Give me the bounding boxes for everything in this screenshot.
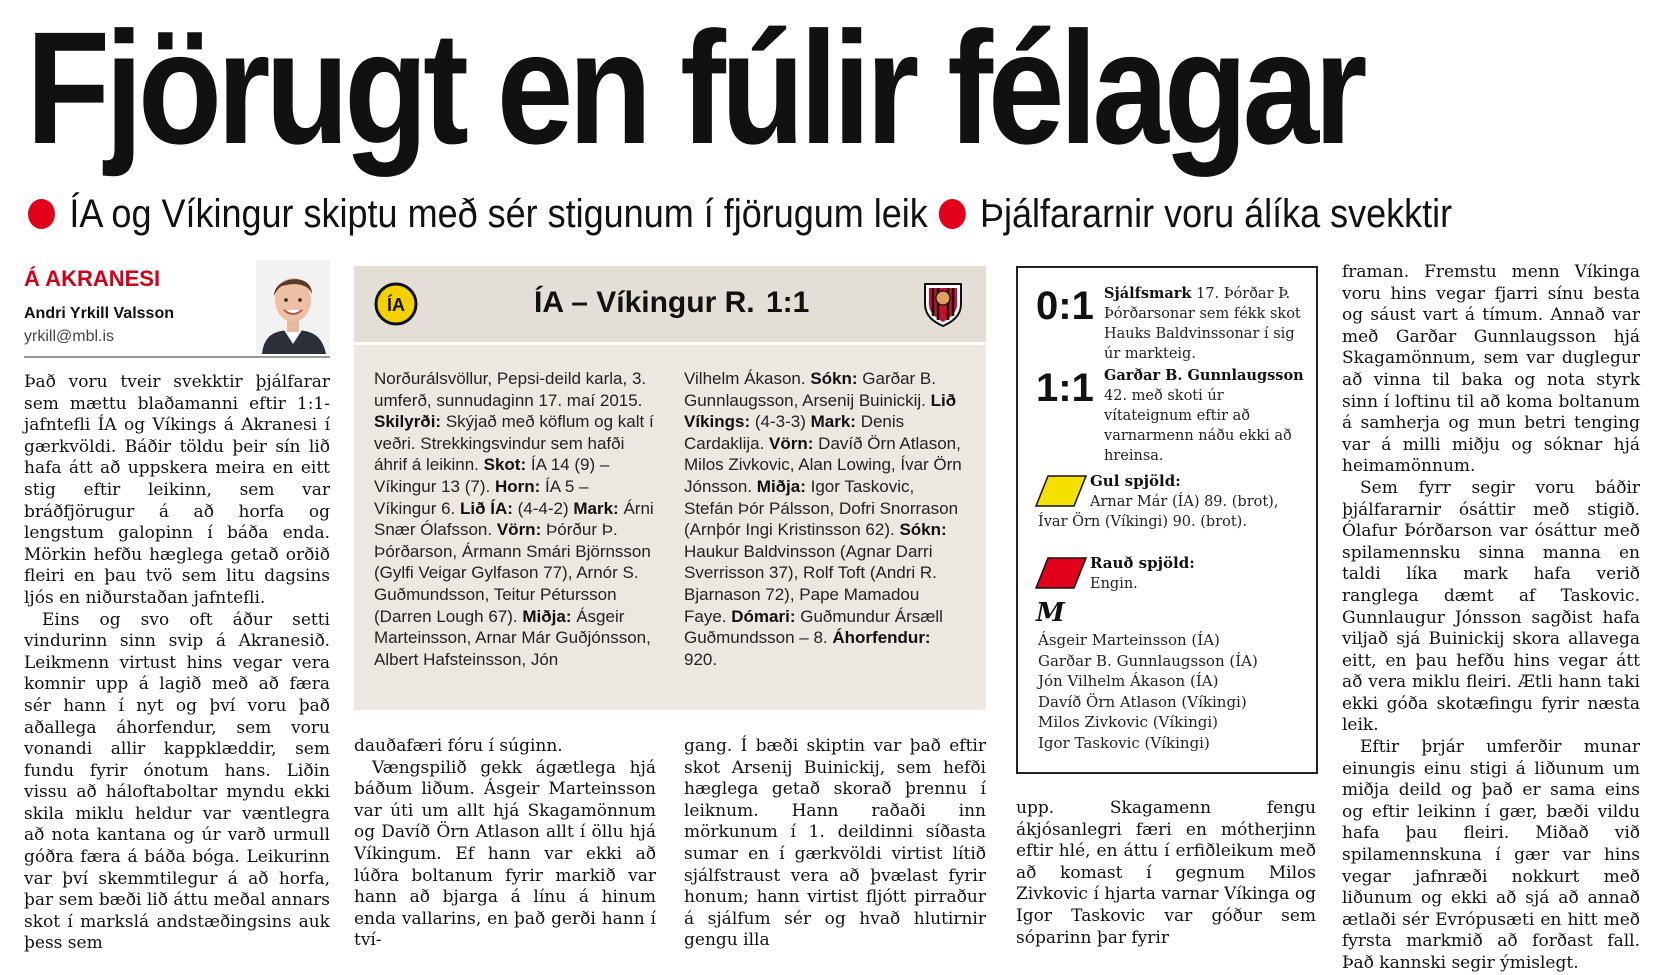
yellow-card-text: Arnar Már (ÍA) 89. (brot), Ívar Örn (Víkingi) 90. (brot). bbox=[1038, 494, 1279, 530]
factbox-header bbox=[354, 266, 986, 345]
red-card-text: Engin. bbox=[1090, 576, 1138, 592]
attendance: 920. bbox=[684, 649, 718, 669]
label-skilyrdi: Skilyrði: bbox=[374, 412, 442, 432]
subhead bbox=[28, 190, 1452, 238]
venue: Norðurálsvöllur, Pepsi-deild karla, 3. umferð, sunnudaginn 17. maí 2015. bbox=[374, 369, 647, 410]
paragraph: Það voru tveir svekktir þjálfarar sem mættu blaðamanni eftir 1:1-jafntefli ÍA og Víkings á Akranesi í gærkvöldi. Báðir töldu þeir sín lið hafa átt að uppskera meira en eitt stig eftir leikinn, sem var bráðfjörugur á að horfa og lengstum galopinn í báða enda. Mörkin hefðu hæglega getað orðið fleiri en þau tvö sem litu dagsins ljós en niðurstaðan jafntefli. bbox=[24, 372, 330, 608]
label-sokn: Sókn: bbox=[810, 369, 858, 388]
subhead-part2: Þjálfararnir voru álíka svekktir bbox=[980, 192, 1453, 236]
label-mark: Mark: bbox=[573, 498, 619, 518]
ia-defence: Þórður Þ. Þórðarson, Ármann Smári Björnsson (Gylfi Veigar Gylfason 77), Arnór S. Guðmundsson, Teitur Pétursson (Darren Lough 67). bbox=[374, 520, 651, 626]
paragraph: Vængspilið gekk ágætlega hjá báðum liðum. Ásgeir Marteinsson var úti um allt hjá Skagamönnum og Davíð Örn Atlason allt í öllu hjá Víkingum. Ef hann var ekki að lúðra boltanum fyrir markið var hann að bjarga á línu á hinum enda vallarins, en það gerði hann í tví- bbox=[354, 757, 656, 951]
author-photo bbox=[256, 260, 330, 354]
factbox-score: 1:1 bbox=[766, 286, 810, 319]
headline: Fjörugt en fúlir félagar bbox=[26, 0, 1363, 177]
article-column-5 bbox=[1342, 262, 1640, 975]
ia-midfield: Ásgeir Marteinsson, Arnar Már Guðjónsson, Albert Hafsteinsson, Jón bbox=[374, 606, 651, 669]
paragraph: framan. Fremstu menn Víkinga voru hins vegar fjarri sínu besta og sáust vart á tímum. Annað var með Garðar Gunnlaugsson hjá Skagamönnum, sem var duglegur að vinna til baka og nota styrk sinn í loftinu til að koma boltanum á samherja og mun betri tenging var á milli miðju og sóknar hjá heimamönnum. bbox=[1342, 262, 1640, 477]
article-column-1 bbox=[24, 372, 330, 955]
corners: ÍA 5 – Víkingur 6. bbox=[374, 476, 589, 518]
referee: Guðmundur Ársæll Guðmundsson – 8. bbox=[684, 606, 943, 648]
ia-attack: Garðar B. Gunnlaugsson, Arsenij Buinickij. bbox=[684, 369, 936, 410]
weather: Skýjað með köflum og kalt í veðri. Strekkingsvindur sem hafði áhrif á leikinn. bbox=[374, 412, 654, 475]
label-domari: Dómari: bbox=[731, 606, 796, 626]
match-events-box bbox=[1016, 266, 1318, 774]
paragraph: Eins og svo oft áður setti vindurinn sinn svip á Akranesið. Leikmenn virtust hins vegar vera komnir upp á lagið með að færa sér hann í nyt og því voru það aðallega áhorfendur, sem voru vonandi allir kappklæddir, sem fundu fyrir ónotum hans. Liðin vissu að háloftaboltar myndu ekki skila miklu heldur var væntlegra að nota kantana og úr varð urmull góðra færa á báða bóga. Leikurinn var því skemmtilegur á að horfa, þar sem bæði lið áttu meðal annars skot í markslá andstæðingsins auk þess sem bbox=[24, 609, 330, 954]
red-card-label: Rauð spjöld: bbox=[1090, 554, 1195, 572]
goal1-desc bbox=[1104, 284, 1304, 364]
goal2-text: 42. með skoti úr vítateignum eftir að varnarmenn náðu ekki að hreinsa. bbox=[1104, 388, 1292, 464]
list-item: Jón Vilhelm Ákason (ÍA) bbox=[1038, 672, 1219, 691]
dateline-place: Á AKRANESI bbox=[24, 266, 161, 291]
article-column-4 bbox=[1016, 798, 1316, 949]
paragraph: upp. Skagamenn fengu ákjósanlegri færi en mótherjinn eftir hlé, en áttu í erfiðleikum með að komast í gegnum Milos Zivkovic í hjarta varnar Víkinga og Igor Taskovic var góður sem sóparinn þar fyrir bbox=[1016, 798, 1316, 948]
subhead-part1: ÍA og Víkingur skiptu með sér stigunum í fjörugum leik bbox=[69, 192, 928, 236]
factbox-title: ÍA – Víkingur R. bbox=[534, 286, 755, 319]
vikingur-crest-icon bbox=[922, 280, 964, 328]
goal1-label: Sjálfsmark bbox=[1104, 285, 1192, 302]
goal2-score: 1:1 bbox=[1036, 366, 1094, 410]
paragraph: dauðafæri fóru í súginn. bbox=[354, 736, 563, 756]
ia-crest-icon bbox=[374, 282, 418, 326]
vikingur-formation: (4-3-3) bbox=[754, 412, 806, 432]
ia-crest-text: ÍA bbox=[387, 295, 405, 315]
article-column-3 bbox=[684, 736, 986, 952]
list-item: Ásgeir Marteinsson (ÍA) bbox=[1038, 631, 1220, 649]
author-email[interactable]: yrkill@mbl.is bbox=[24, 328, 115, 345]
byline bbox=[24, 258, 330, 358]
label-lid-vikings: Lið Víkings: bbox=[684, 390, 957, 432]
label-ahorfendur: Áhorfendur: bbox=[832, 628, 931, 648]
label-midja: Miðja: bbox=[522, 606, 572, 626]
match-factbox bbox=[354, 266, 986, 710]
label-vorn: Vörn: bbox=[769, 433, 814, 453]
list-item: Garðar B. Gunnlaugsson (ÍA) bbox=[1038, 651, 1258, 670]
red-card-icon bbox=[1034, 556, 1088, 594]
ia-midfield-cont: Vilhelm Ákason. bbox=[684, 369, 806, 388]
vikingur-midfield: Igor Taskovic, Stefán Þór Pálsson, Dofri Snorrason (Arnþór Ingi Kristinsson 62). bbox=[684, 476, 959, 540]
goal2-label: Garðar B. Gunnlaugsson bbox=[1104, 367, 1304, 384]
yellow-card-label: Gul spjöld: bbox=[1090, 472, 1181, 490]
mbl-m-logo-icon: M bbox=[1036, 598, 1065, 628]
paragraph: gang. Í bæði skiptin var það eftir skot Arsenij Buinickij, sem hefði hæglega getað skorað þrennu í leiknum. Hann raðaði inn mörkunum í 1. deildinni síðasta sumar en í gærkvöldi virtist lítið sjálfstraust vera að þvælast fyrir honum; hann virtist fljótt pirraður á sjálfum sér og hvað hlutirnir gengu illa bbox=[684, 736, 986, 951]
factbox-right-column bbox=[684, 368, 964, 670]
goal1-score: 0:1 bbox=[1036, 284, 1094, 328]
factbox-left-column bbox=[374, 368, 654, 670]
list-item: Davíð Örn Atlason (Víkingi) bbox=[1038, 692, 1247, 711]
label-lid-ia: Lið ÍA: bbox=[460, 498, 513, 518]
shots: ÍA 14 (9) – Víkingur 13 (7). bbox=[374, 455, 610, 496]
vikingur-attack: Haukur Baldvinsson (Agnar Darri Sverrisson 37), Rolf Toft (Andri R. Bjarnason 72), Pape Mamadou Faye. bbox=[684, 541, 937, 626]
author-name: Andri Yrkill Valsson bbox=[24, 305, 174, 322]
vikingur-defence: Davíð Örn Atlason, Milos Zivkovic, Alan Lowing, Ívar Örn Jónsson. bbox=[684, 433, 962, 496]
label-skot: Skot: bbox=[483, 455, 527, 475]
paragraph: Eftir þrjár umferðir munar einungis einu stigi á liðunum um miðja deild og það er sama eins og eftir leikinn í gær, bæði vildu hafa þau fleiri. Miðað við spilamennskuna í gær var hins vegar jafnræði nokkurt með liðunum og ekki að sjá að annað ætlaði sér Evrópusæti en hitt með fyrsta markmið að forðast fall. Það kannski segir ýmislegt. bbox=[1342, 737, 1640, 973]
ia-goalkeeper: Árni Snær Ólafsson. bbox=[374, 498, 654, 540]
goal1-text: 17. Þórðar Þ. Þórðarsonar sem fékk skot Hauks Baldvinssonar í sig úr markteig. bbox=[1104, 286, 1301, 362]
goal2-desc bbox=[1104, 366, 1304, 466]
m-players-list bbox=[1038, 630, 1258, 754]
list-item: Igor Taskovic (Víkingi) bbox=[1038, 733, 1210, 752]
paragraph: Sem fyrr segir voru báðir þjálfararnir ósáttir með stigið. Ólafur Þórðarson var ósáttur með spilamennsku sinna manna en taldi líka mark hafa verið ranglega dæmt af Taskovic. Gunnlaugur Jónsson sagðist hafa viljað sjá Buinickij skora allavega eitt, en þau hefðu hins vegar átt að vera miklu fleiri. Ætli hann taki ekki góða skotæfingu fyrir næsta leik. bbox=[1342, 477, 1640, 736]
label-sokn: Sókn: bbox=[899, 520, 947, 540]
vikingur-goalkeeper: Denis Cardaklija. bbox=[684, 412, 905, 453]
bullet-dot-icon bbox=[939, 199, 966, 229]
ia-formation: (4-4-2) bbox=[517, 498, 569, 518]
list-item: Milos Zivkovic (Víkingi) bbox=[1038, 713, 1218, 732]
label-horn: Horn: bbox=[494, 476, 541, 496]
bullet-dot-icon bbox=[28, 199, 55, 229]
article-column-2 bbox=[354, 736, 656, 952]
label-midja: Miðja: bbox=[756, 476, 806, 496]
label-vorn: Vörn: bbox=[496, 520, 542, 540]
label-mark: Mark: bbox=[810, 412, 856, 432]
